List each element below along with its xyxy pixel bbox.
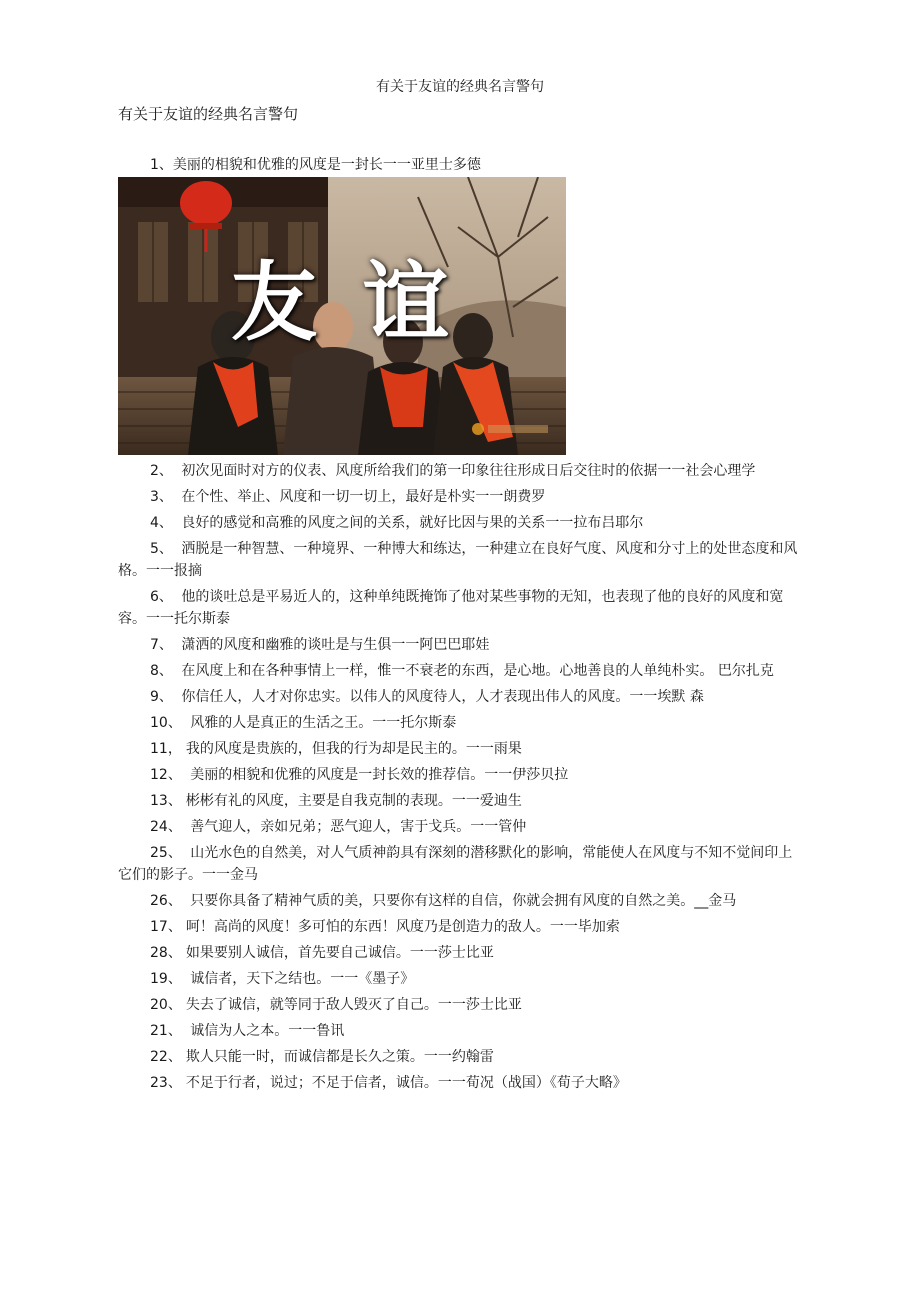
quote-number: 7、 — [150, 637, 173, 653]
quote-number: 10、 — [150, 715, 182, 731]
quote-item — [118, 968, 798, 990]
quote-number: 2、 — [150, 463, 173, 479]
document-subtitle: 有关于友谊的经典名言警句 — [118, 105, 299, 123]
quote-item — [118, 942, 798, 964]
quote-number: 21、 — [150, 1023, 182, 1039]
quote-number: 1、 — [150, 157, 173, 173]
quote-text: 在个性、举止、风度和一切一切上，最好是朴实一一朗费罗 — [176, 489, 546, 505]
quote-text: 诚信者，天下之结也。一一《墨子》 — [185, 971, 415, 987]
quote-item — [118, 738, 798, 760]
quote-text: 如果要别人诚信，首先要自己诚信。一一莎士比亚 — [185, 945, 494, 961]
quote-text: 美丽的相貌和优雅的风度是一封长一一亚里士多德 — [172, 157, 481, 173]
quote-item — [118, 890, 798, 912]
quote-item — [118, 660, 798, 682]
quote-text: 潇洒的风度和幽雅的谈吐是与生俱一一阿巴巴耶娃 — [176, 637, 490, 653]
quote-item — [118, 1046, 798, 1068]
quote-number: 23、 — [150, 1075, 182, 1091]
quote-number: 8、 — [150, 663, 173, 679]
quote-number: 6、 — [150, 589, 173, 605]
quote-number: 5、 — [150, 541, 173, 557]
quote-item — [118, 916, 798, 938]
quote-text: 他的谈吐总是平易近人的，这种单纯既掩饰了他对某些事物的无知，也表现了他的良好的风度和宽容。一一托尔斯泰 — [118, 589, 784, 627]
quote-text: 在风度上和在各种事情上一样，惟一不衰老的东西，是心地。心地善良的人单纯朴实。 巴尔扎克 — [176, 663, 774, 679]
quote-item — [118, 842, 798, 886]
quote-number: 11， — [150, 741, 182, 757]
quote-item — [118, 1072, 798, 1094]
quote-text: 善气迎人，亲如兄弟；恶气迎人，害于戈兵。一一管仲 — [185, 819, 527, 835]
quote-number: 12、 — [150, 767, 182, 783]
quote-text: 呵！高尚的风度！多可怕的东西！风度乃是创造力的敌人。一一毕加索 — [185, 919, 620, 935]
quote-item — [118, 586, 798, 630]
quote-number: 9、 — [150, 689, 173, 705]
quote-text: 彬彬有礼的风度，主要是自我克制的表现。一一爱迪生 — [185, 793, 522, 809]
quote-text: 我的风度是贵族的，但我的行为却是民主的。一一雨果 — [185, 741, 522, 757]
quote-1 — [118, 154, 481, 176]
image-caption: 友 谊 — [231, 253, 457, 353]
quote-text: 失去了诚信，就等同于敌人毁灭了自己。一一莎士比亚 — [185, 997, 522, 1013]
quote-number: 13、 — [150, 793, 182, 809]
quote-number: 26、 — [150, 893, 182, 909]
quote-item — [118, 994, 798, 1016]
quote-text: 美丽的相貌和优雅的风度是一封长效的推荐信。一一伊莎贝拉 — [185, 767, 569, 783]
quote-text: 欺人只能一时，而诚信都是长久之策。一一约翰雷 — [185, 1049, 494, 1065]
quote-item — [118, 686, 798, 708]
document-title: 有关于友谊的经典名言警句 — [376, 79, 544, 95]
quote-text: 风雅的人是真正的生活之王。一一托尔斯泰 — [185, 715, 457, 731]
quote-item — [118, 790, 798, 812]
quote-item — [118, 538, 798, 582]
quote-item — [118, 764, 798, 786]
quote-number: 25、 — [150, 845, 182, 861]
friendship-photo — [118, 177, 566, 455]
quote-number: 17、 — [150, 919, 182, 935]
quote-number: 22、 — [150, 1049, 182, 1065]
quote-number: 24、 — [150, 819, 182, 835]
quote-item — [118, 460, 798, 482]
quote-text: 诚信为人之本。一一鲁讯 — [185, 1023, 345, 1039]
quote-item — [118, 512, 798, 534]
quote-text: 良好的感觉和高雅的风度之间的关系，就好比因与果的关系一一拉布吕耶尔 — [176, 515, 644, 531]
quote-item — [118, 816, 798, 838]
quote-item — [118, 712, 798, 734]
quote-item — [118, 486, 798, 508]
quote-number: 20、 — [150, 997, 182, 1013]
quote-item — [118, 1020, 798, 1042]
quote-number: 28、 — [150, 945, 182, 961]
quote-item — [118, 634, 798, 656]
quote-number: 19、 — [150, 971, 182, 987]
quote-number: 4、 — [150, 515, 173, 531]
quote-text: 不足于行者，说过；不足于信者，诚信。一一荀况（战国）《荀子大略》 — [185, 1075, 627, 1091]
quote-text: 初次见面时对方的仪表、风度所给我们的第一印象往往形成日后交往时的依据一一社会心理学 — [176, 463, 756, 479]
quote-text: 只要你具备了精神气质的美，只要你有这样的自信，你就会拥有风度的自然之美。__金马 — [185, 893, 737, 909]
quote-number: 3、 — [150, 489, 173, 505]
quote-text: 洒脱是一种智慧、一种境界、一种博大和练达，一种建立在良好气度、风度和分寸上的处世态度和风格。一一报摘 — [118, 541, 798, 579]
quote-text: 你信任人，人才对你忠实。以伟人的风度待人，人才表现出伟人的风度。一一埃默 森 — [176, 689, 704, 705]
quote-list — [118, 460, 798, 1098]
quote-text: 山光水色的自然美，对人气质神韵具有深刻的潜移默化的影响，常能使人在风度与不知不觉间印上它们的影子。一一金马 — [118, 845, 793, 883]
